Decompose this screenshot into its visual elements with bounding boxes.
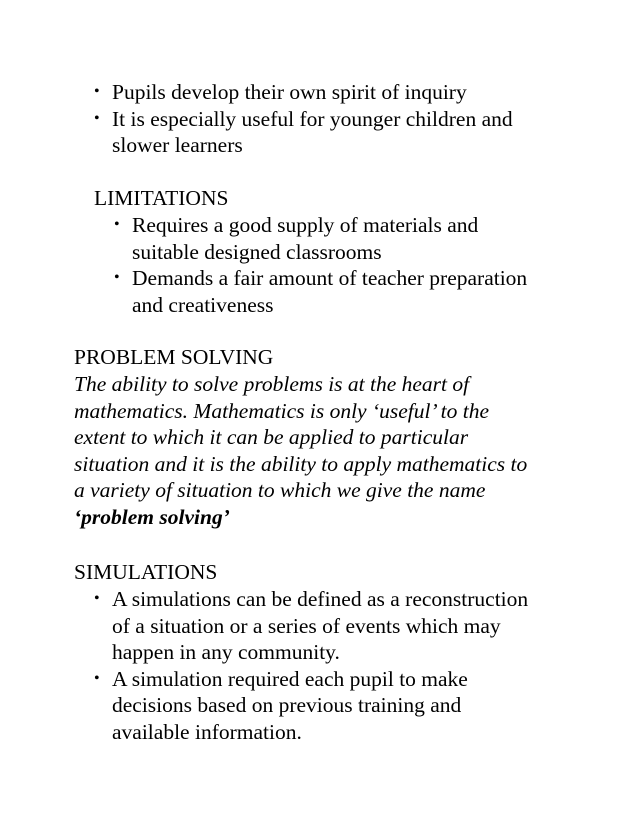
paragraph-line: a variety of situation to which we give the name: [74, 478, 486, 502]
bullet-icon: •: [94, 109, 100, 127]
list-item: [94, 79, 612, 106]
list-item-line: happen in any community.: [112, 640, 340, 664]
problem-solving-paragraph: [74, 371, 614, 530]
problem-solving-term: ‘problem solving’: [74, 504, 230, 529]
list-item-line: Pupils develop their own spirit of inquiry: [112, 80, 467, 104]
list-item-line: Requires a good supply of materials and: [132, 213, 479, 237]
bullet-icon: •: [94, 590, 100, 607]
list-item: [94, 586, 612, 666]
list-item-line: available information.: [112, 719, 302, 744]
simulations-list: [94, 586, 612, 745]
list-item-line: slower learners: [112, 133, 243, 157]
list-item-line: and creativeness: [132, 292, 274, 317]
list-item-line: It is especially useful for younger children and: [112, 106, 513, 131]
bullet-icon: •: [94, 669, 100, 687]
bullet-icon: •: [114, 216, 120, 233]
limitations-heading: LIMITATIONS: [94, 186, 229, 210]
list-item-line: decisions based on previous training and: [112, 693, 462, 717]
bullet-icon: •: [94, 83, 100, 100]
list-item-line: A simulations can be defined as a reconstruction: [112, 587, 529, 611]
advantages-list: [94, 79, 612, 159]
bullet-icon: •: [114, 269, 120, 286]
paragraph-line: The ability to solve problems is at the heart of: [74, 372, 470, 396]
paragraph-line: mathematics. Mathematics is only ‘useful’ to the: [74, 398, 489, 423]
list-item: [94, 666, 612, 746]
list-item-line: A simulation required each pupil to make: [112, 666, 468, 691]
limitations-list: [114, 212, 602, 318]
paragraph-line: extent to which it can be applied to particular: [74, 425, 469, 449]
list-item-line: suitable designed classrooms: [132, 239, 382, 264]
list-item-line: of a situation or a series of events which may: [112, 613, 501, 638]
list-item-line: Demands a fair amount of teacher preparation: [132, 266, 528, 290]
list-item: [114, 265, 602, 318]
simulations-heading: SIMULATIONS: [74, 560, 218, 584]
list-item: [114, 212, 602, 265]
paragraph-line: situation and it is the ability to apply mathematics to: [74, 451, 528, 476]
problem-solving-heading: PROBLEM SOLVING: [74, 345, 274, 369]
list-item: [94, 106, 612, 159]
